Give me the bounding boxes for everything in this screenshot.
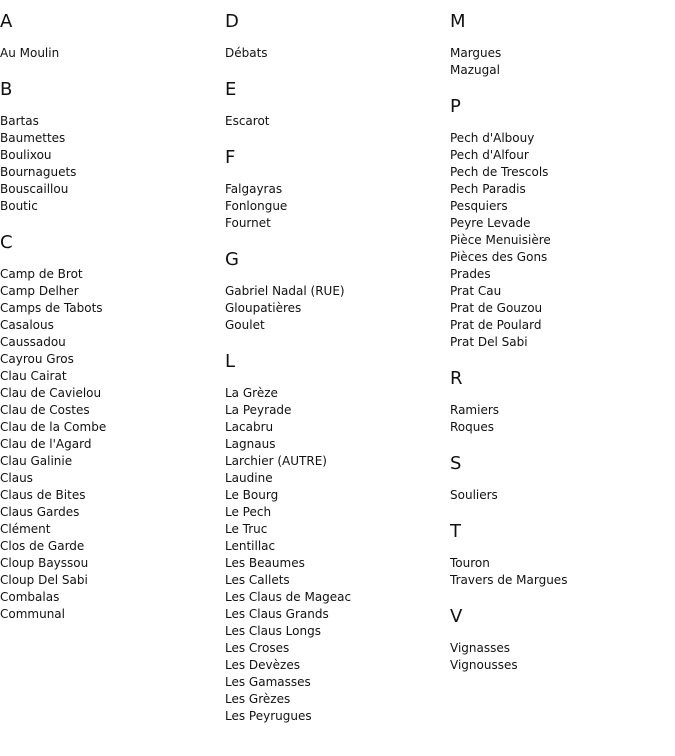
street-link-clau-de-la-combe[interactable]: Clau de la Combe	[0, 420, 107, 434]
letter-group-f	[225, 147, 445, 232]
street-link-casalous[interactable]: Casalous	[0, 318, 54, 332]
street-list	[225, 181, 445, 232]
letter-heading: A	[0, 11, 13, 32]
letter-group-g	[225, 249, 445, 334]
street-link-prades[interactable]: Prades	[450, 267, 491, 281]
street-link-pesquiers[interactable]: Pesquiers	[450, 199, 508, 213]
street-link-bouscaillou[interactable]: Bouscaillou	[0, 182, 69, 196]
street-link-pieces-des-gons[interactable]: Pièces des Gons	[450, 250, 548, 264]
letter-group-m	[450, 11, 670, 79]
street-link-le-bourg[interactable]: Le Bourg	[225, 488, 279, 502]
letter-heading: D	[225, 11, 239, 32]
street-link-prat-cau[interactable]: Prat Cau	[450, 284, 502, 298]
street-link-clau-cairat[interactable]: Clau Cairat	[0, 369, 67, 383]
street-link-peyre-levade[interactable]: Peyre Levade	[450, 216, 531, 230]
street-list	[0, 266, 220, 623]
letter-heading: V	[450, 606, 463, 627]
street-link-les-peyrugues[interactable]: Les Peyrugues	[225, 709, 312, 723]
street-link-bournaguets[interactable]: Bournaguets	[0, 165, 77, 179]
street-link-la-peyrade[interactable]: La Peyrade	[225, 403, 292, 417]
street-link-clau-de-costes[interactable]: Clau de Costes	[0, 403, 90, 417]
street-link-pech-d-alfour[interactable]: Pech d'Alfour	[450, 148, 529, 162]
letter-heading: E	[225, 79, 237, 100]
street-link-les-croses[interactable]: Les Croses	[225, 641, 290, 655]
street-link-roques[interactable]: Roques	[450, 420, 494, 434]
street-link-pech-paradis[interactable]: Pech Paradis	[450, 182, 526, 196]
street-link-prat-de-gouzou[interactable]: Prat de Gouzou	[450, 301, 543, 315]
street-link-travers-de-margues[interactable]: Travers de Margues	[450, 573, 568, 587]
letter-heading: F	[225, 147, 236, 168]
street-link-claus-de-bites[interactable]: Claus de Bites	[0, 488, 86, 502]
street-link-au-moulin[interactable]: Au Moulin	[0, 46, 60, 60]
street-link-laudine[interactable]: Laudine	[225, 471, 273, 485]
street-link-goulet[interactable]: Goulet	[225, 318, 265, 332]
street-link-claus-gardes[interactable]: Claus Gardes	[0, 505, 80, 519]
street-list	[225, 385, 445, 725]
street-list	[225, 113, 445, 130]
street-link-gabriel-nadal-rue[interactable]: Gabriel Nadal (RUE)	[225, 284, 345, 298]
letter-heading: B	[0, 79, 13, 100]
street-link-clau-de-l-agard[interactable]: Clau de l'Agard	[0, 437, 92, 451]
street-link-le-pech[interactable]: Le Pech	[225, 505, 272, 519]
street-link-bartas[interactable]: Bartas	[0, 114, 39, 128]
street-link-gloupatieres[interactable]: Gloupatières	[225, 301, 302, 315]
street-link-les-grezes[interactable]: Les Grèzes	[225, 692, 291, 706]
street-link-cloup-del-sabi[interactable]: Cloup Del Sabi	[0, 573, 88, 587]
letter-heading: S	[450, 453, 462, 474]
letter-group-d	[225, 11, 445, 62]
street-link-combalas[interactable]: Combalas	[0, 590, 60, 604]
index-column	[225, 11, 445, 742]
street-link-falgayras[interactable]: Falgayras	[225, 182, 283, 196]
letter-heading: T	[450, 521, 461, 542]
letter-group-l	[225, 351, 445, 725]
street-link-vignasses[interactable]: Vignasses	[450, 641, 510, 655]
street-link-cayrou-gros[interactable]: Cayrou Gros	[0, 352, 74, 366]
letter-group-b	[0, 79, 220, 215]
letter-group-a	[0, 11, 220, 62]
street-link-piece-menuisiere[interactable]: Pièce Menuisière	[450, 233, 551, 247]
street-list	[450, 487, 670, 504]
street-link-les-gamasses[interactable]: Les Gamasses	[225, 675, 311, 689]
street-link-debats[interactable]: Débats	[225, 46, 268, 60]
letter-heading: M	[450, 11, 466, 32]
letter-heading: L	[225, 351, 236, 372]
street-link-camp-de-brot[interactable]: Camp de Brot	[0, 267, 83, 281]
street-link-cloup-bayssou[interactable]: Cloup Bayssou	[0, 556, 89, 570]
street-link-ramiers[interactable]: Ramiers	[450, 403, 500, 417]
street-link-fonlongue[interactable]: Fonlongue	[225, 199, 288, 213]
letter-group-v	[450, 606, 670, 674]
street-link-les-devezes[interactable]: Les Devèzes	[225, 658, 300, 672]
letter-group-r	[450, 368, 670, 436]
letter-group-c	[0, 232, 220, 623]
street-link-les-claus-de-mageac[interactable]: Les Claus de Mageac	[225, 590, 352, 604]
street-link-escarot[interactable]: Escarot	[225, 114, 270, 128]
street-link-pech-de-trescols[interactable]: Pech de Trescols	[450, 165, 549, 179]
street-link-le-truc[interactable]: Le Truc	[225, 522, 268, 536]
street-link-touron[interactable]: Touron	[450, 556, 490, 570]
street-link-pech-d-albouy[interactable]: Pech d'Albouy	[450, 131, 535, 145]
street-link-boutic[interactable]: Boutic	[0, 199, 38, 213]
street-list	[225, 45, 445, 62]
street-link-clau-galinie[interactable]: Clau Galinie	[0, 454, 73, 468]
letter-group-p	[450, 96, 670, 351]
street-list	[450, 640, 670, 674]
street-link-prat-de-poulard[interactable]: Prat de Poulard	[450, 318, 542, 332]
letter-heading: P	[450, 96, 461, 117]
street-link-vignousses[interactable]: Vignousses	[450, 658, 518, 672]
street-link-clos-de-garde[interactable]: Clos de Garde	[0, 539, 85, 553]
street-link-prat-del-sabi[interactable]: Prat Del Sabi	[450, 335, 528, 349]
letter-group-e	[225, 79, 445, 130]
street-list	[450, 130, 670, 351]
letter-heading: C	[0, 232, 13, 253]
index-column	[0, 11, 220, 640]
street-link-lacabru[interactable]: Lacabru	[225, 420, 274, 434]
street-link-les-callets[interactable]: Les Callets	[225, 573, 290, 587]
index-column	[450, 11, 670, 691]
street-link-caussadou[interactable]: Caussadou	[0, 335, 66, 349]
street-link-clau-de-cavielou[interactable]: Clau de Cavielou	[0, 386, 102, 400]
street-link-lagnaus[interactable]: Lagnaus	[225, 437, 276, 451]
street-list	[450, 402, 670, 436]
street-link-baumettes[interactable]: Baumettes	[0, 131, 66, 145]
street-link-boulixou[interactable]: Boulixou	[0, 148, 52, 162]
street-list	[0, 113, 220, 215]
street-link-les-beaumes[interactable]: Les Beaumes	[225, 556, 305, 570]
street-link-mazugal[interactable]: Mazugal	[450, 63, 500, 77]
letter-group-t	[450, 521, 670, 589]
street-list	[225, 283, 445, 334]
street-link-communal[interactable]: Communal	[0, 607, 65, 621]
letter-group-s	[450, 453, 670, 504]
street-link-margues[interactable]: Margues	[450, 46, 502, 60]
street-link-clement[interactable]: Clément	[0, 522, 51, 536]
street-link-fournet[interactable]: Fournet	[225, 216, 271, 230]
street-list	[0, 45, 220, 62]
letter-heading: R	[450, 368, 463, 389]
street-link-larchier-autre[interactable]: Larchier (AUTRE)	[225, 454, 327, 468]
street-link-les-claus-grands[interactable]: Les Claus Grands	[225, 607, 329, 621]
street-link-la-greze[interactable]: La Grèze	[225, 386, 278, 400]
street-link-lentillac[interactable]: Lentillac	[225, 539, 276, 553]
street-link-camps-de-tabots[interactable]: Camps de Tabots	[0, 301, 103, 315]
letter-heading: G	[225, 249, 239, 270]
street-link-souliers[interactable]: Souliers	[450, 488, 498, 502]
street-link-camp-delher[interactable]: Camp Delher	[0, 284, 79, 298]
street-link-claus[interactable]: Claus	[0, 471, 33, 485]
street-list	[450, 555, 670, 589]
street-list	[450, 45, 670, 79]
street-link-les-claus-longs[interactable]: Les Claus Longs	[225, 624, 321, 638]
